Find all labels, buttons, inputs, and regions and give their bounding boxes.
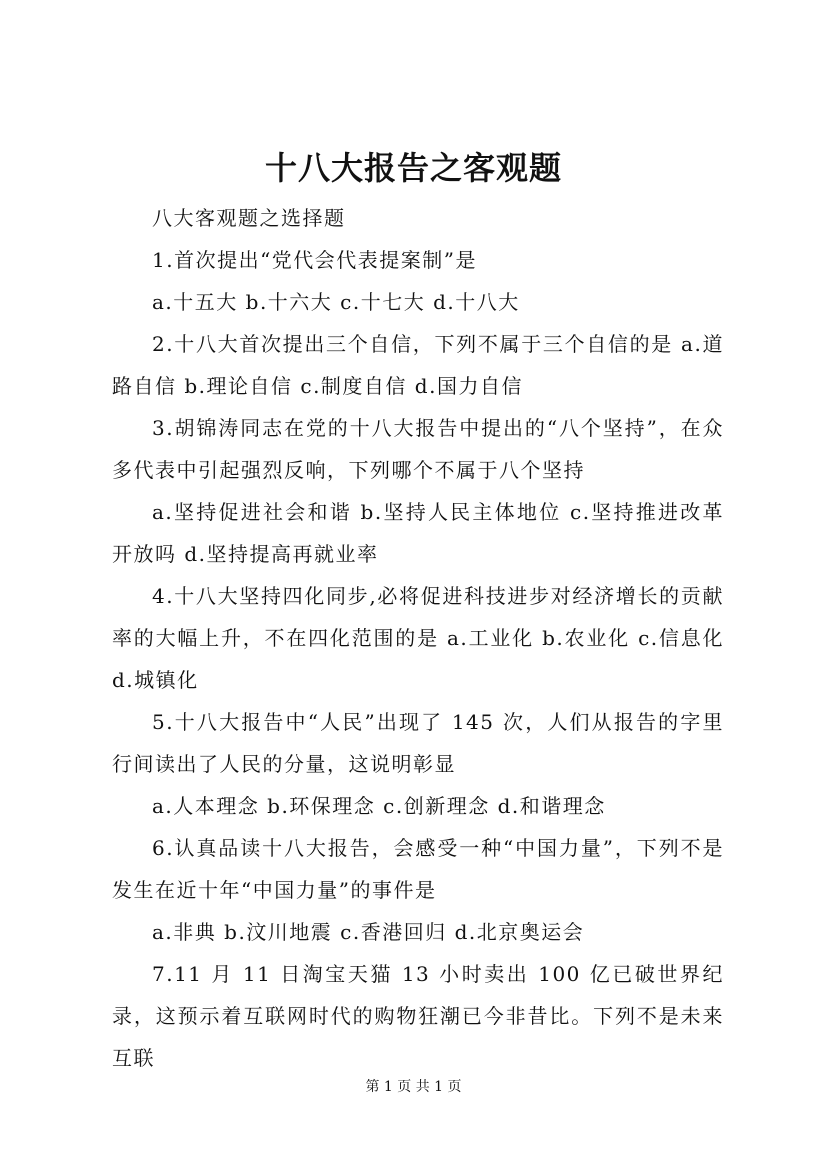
question-1: 1.首次提出“党代会代表提案制”是 — [152, 248, 478, 272]
question-5-options: a.人本理念 b.环保理念 c.创新理念 d.和谐理念 — [152, 794, 606, 818]
document-body — [112, 197, 724, 1079]
question-3: 3.胡锦涛同志在党的十八大报告中提出的“八个坚持”，在众多代表中引起强烈反响，下列哪个不属于八个坚持 — [112, 416, 724, 482]
question-6-options: a.非典 b.汶川地震 c.香港回归 d.北京奥运会 — [152, 920, 585, 944]
question-1-options: a.十五大 b.十六大 c.十七大 d.十八大 — [152, 290, 520, 314]
page-footer: 第 1 页 共 1 页 — [365, 1079, 462, 1095]
paragraph-heading: 八大客观题之选择题 — [152, 206, 346, 230]
question-6: 6.认真品读十八大报告，会感受一种“中国力量”，下列不是发生在近十年“中国力量”的事件是 — [112, 836, 724, 902]
question-5: 5.十八大报告中“人民”出现了 145 次，人们从报告的字里行间读出了人民的分量，这说明彰显 — [112, 710, 724, 776]
question-3-options: a.坚持促进社会和谐 b.坚持人民主体地位 c.坚持推进改革开放吗 d.坚持提高再就业率 — [112, 500, 724, 566]
question-2: 2.十八大首次提出三个自信，下列不属于三个自信的是 a.道路自信 b.理论自信 c.制度自信 d.国力自信 — [112, 332, 724, 398]
question-4: 4.十八大坚持四化同步,必将促进科技进步对经济增长的贡献率的大幅上升，不在四化范围的是 a.工业化 b.农业化 c.信息化 d.城镇化 — [112, 584, 724, 692]
document-title: 十八大报告之客观题 — [264, 149, 562, 187]
question-7: 7.11 月 11 日淘宝天猫 13 小时卖出 100 亿已破世界纪录，这预示着互联网时代的购物狂潮已今非昔比。下列不是未来互联 — [112, 962, 724, 1070]
